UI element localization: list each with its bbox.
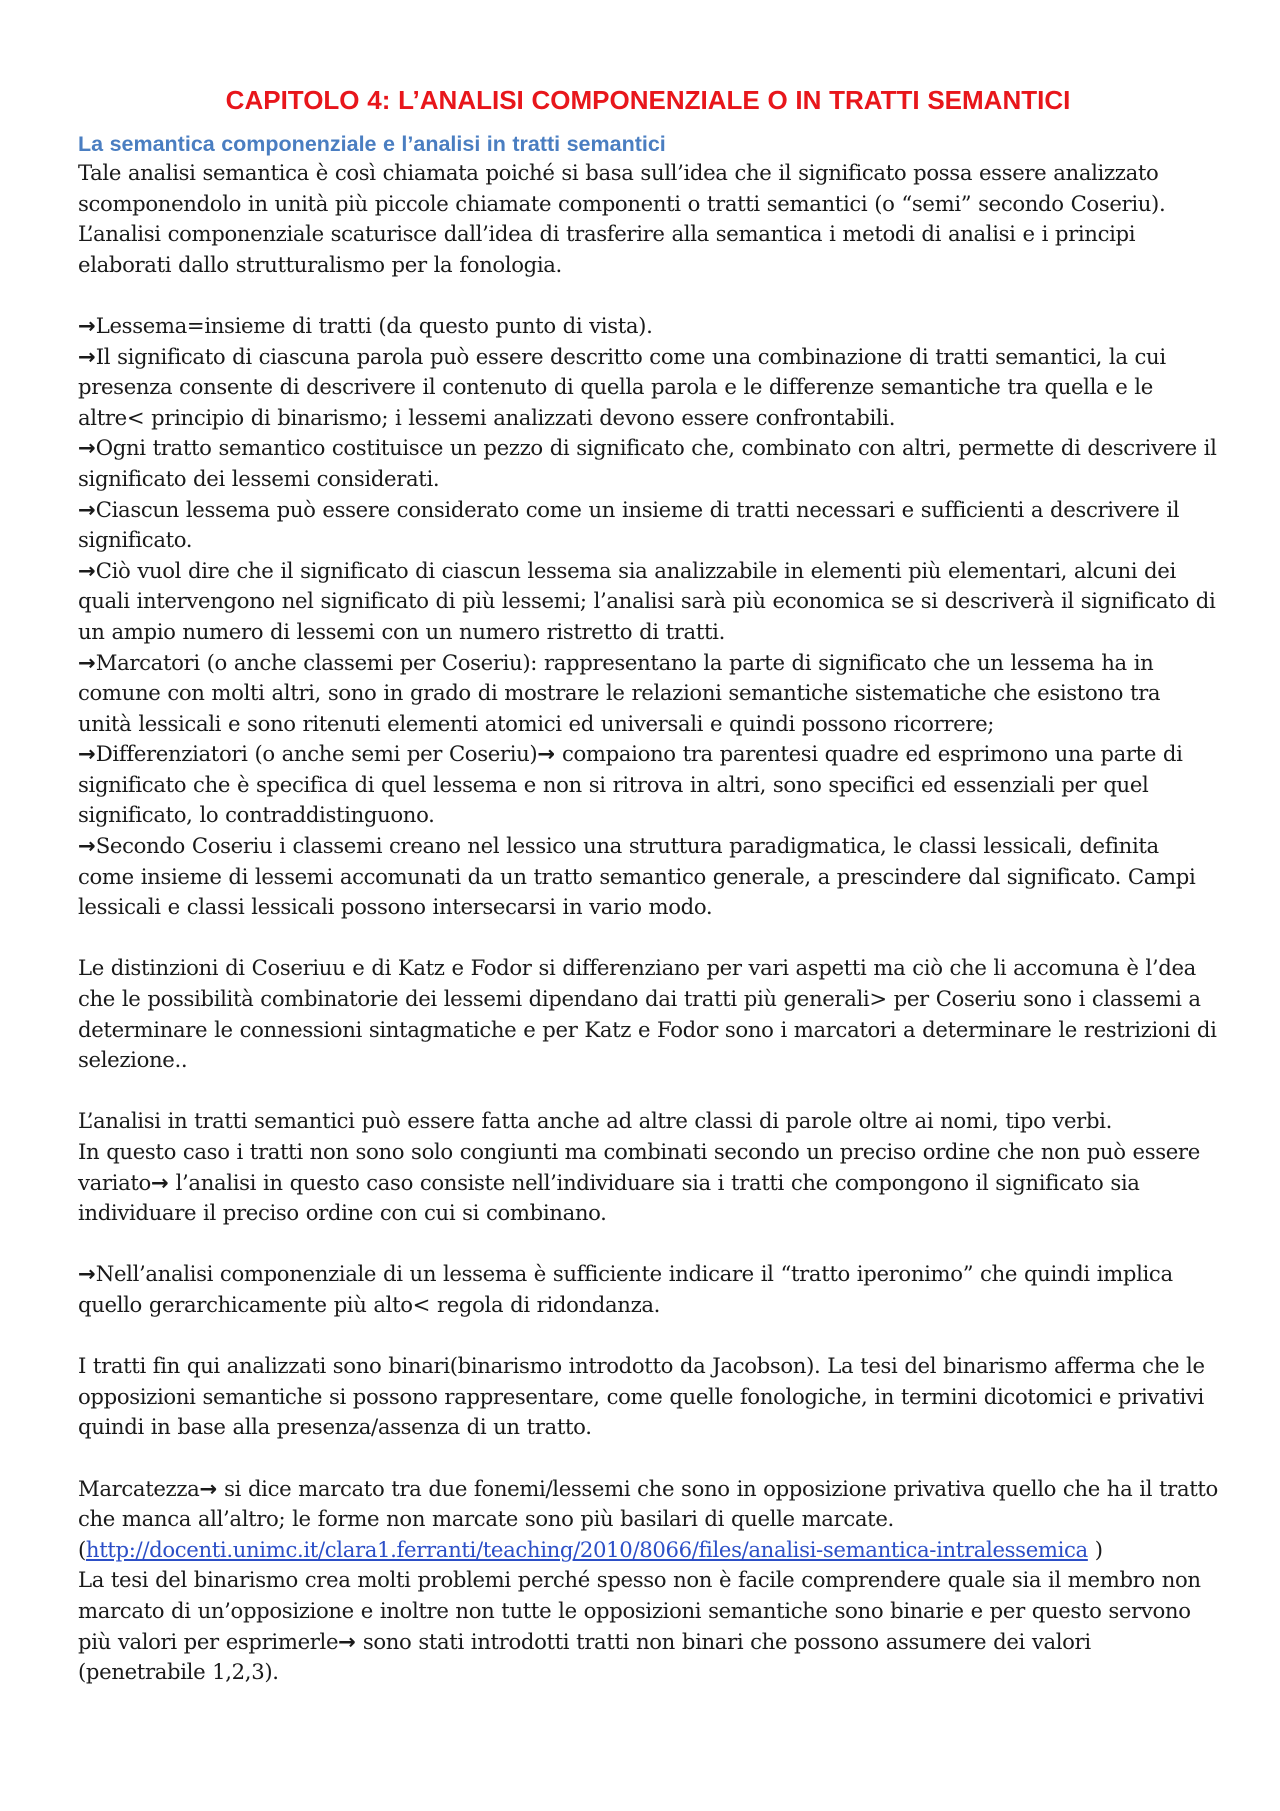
paragraph-text: In questo caso i tratti non sono solo congiunti ma combinati secondo un preciso ordine che non può essere variato: [78, 1139, 1200, 1195]
arrow-icon: →: [78, 435, 96, 461]
arrow-icon: →: [199, 1475, 218, 1501]
paragraph-text: Nell’analisi componenziale di un lessema è sufficiente indicare il “tratto iperonimo” che quindi implica quello gerarchicamente più alto< regola di ridondanza.: [78, 1261, 1173, 1317]
bullet-item: [78, 495, 1218, 556]
paragraph-text: si dice marcato tra due fonemi/lessemi che sono in opposizione privativa quello che ha il tratto che manca all’altro; le forme non marcate sono più basilari di quelle marcate. (: [78, 1475, 1218, 1562]
page-title: CAPITOLO 4: L’ANALISI COMPONENZIALE O IN TRATTI SEMANTICI: [225, 85, 1071, 115]
arrow-icon: →: [78, 1261, 96, 1287]
paragraph-verbs-body: [78, 1137, 1218, 1229]
arrow-icon: →: [78, 649, 96, 675]
document-page: [78, 84, 1218, 1688]
reference-link[interactable]: http://docenti.unimc.it/clara1.ferranti/teaching/2010/8066/files/analisi-semantica-intralessemica: [85, 1536, 1088, 1562]
arrow-icon: →: [78, 343, 96, 369]
arrow-icon: →: [78, 557, 96, 583]
paragraph-marcatezza-body: [78, 1474, 1218, 1566]
arrow-icon: →: [338, 1628, 356, 1654]
bullet-item: [78, 831, 1218, 923]
arrow-icon: →: [150, 1169, 169, 1195]
arrow-icon: →: [537, 741, 556, 767]
paragraph-text: ): [1087, 1536, 1103, 1562]
section-heading: La semantica componenziale e l’analisi in tratti semantici: [78, 132, 666, 156]
bullet-text: Ciascun lessema può essere considerato come un insieme di tratti necessari e sufficienti a descrivere il significato.: [78, 496, 1180, 553]
bullet-item: [78, 311, 1218, 342]
bullet-text: Ogni tratto semantico costituisce un pezzo di significato che, combinato con altri, permette di descrivere il significato dei lessemi considerati.: [78, 435, 1217, 491]
paragraph-binarismo: I tratti fin qui analizzati sono binari(binarismo introdotto da Jacobson). La tesi del binarismo afferma che le opposizioni semantiche si possono rappresentare, come quelle fonologiche, in termini dicotomici e privativi quindi in base alla presenza/assenza di un tratto.: [78, 1353, 1205, 1440]
paragraph-iperonimo: [78, 1259, 1218, 1320]
bullet-list: [78, 311, 1218, 923]
paragraph-marcatezza: [78, 1474, 1218, 1688]
paragraph-katz-fodor: Le distinzioni di Coseriuu e di Katz e Fodor si differenziano per vari aspetti ma ciò che li accomuna è l’dea che le possibilità combinatorie dei lessemi dipendano dai tratti più generali> per Coseriu sono i classemi a determinare le connessioni sintagmatiche e per Katz e Fodor sono i marcatori a determinare le restrizioni di selezione..: [78, 955, 1217, 1073]
paragraph-verbs: [78, 1106, 1218, 1228]
paragraph-verbs-line: L’analisi in tratti semantici può essere fatta anche ad altre classi di parole oltre ai nomi, tipo verbi.: [78, 1108, 1112, 1134]
paragraph-text: La tesi del binarismo crea molti problemi perché spesso non è facile comprendere quale sia il membro non marcato di un’opposizione e inoltre non tutte le opposizioni semantiche sono binarie e per questo servono più valori per esprimerle: [78, 1567, 1201, 1654]
arrow-icon: →: [78, 496, 96, 522]
paragraph-text: l’analisi in questo caso consiste nell’individuare sia i tratti che compongono il significato sia individuare il preciso ordine con cui si combinano.: [78, 1169, 1140, 1226]
bullet-text: Secondo Coseriu i classemi creano nel lessico una struttura paradigmatica, le classi lessicali, definita come insieme di lessemi accomunati da un tratto semantico generale, a prescindere dal significato. Campi lessicali e classi lessicali possono intersecarsi in vario modo.: [78, 833, 1196, 920]
bullet-item: [78, 556, 1218, 648]
arrow-icon: →: [78, 312, 96, 338]
arrow-icon: →: [78, 741, 96, 767]
paragraph-text: sono stati introdotti tratti non binari che possono assumere dei valori (penetrabile 1,2,3).: [78, 1628, 1091, 1685]
bullet-text: Il significato di ciascuna parola può essere descritto come una combinazione di tratti semantici, la cui presenza consente di descrivere il contenuto di quella parola e le differenze semantiche tra quella e le altre< principio di binarismo; i lessemi analizzati devono essere confrontabili.: [78, 343, 1166, 430]
bullet-item: [78, 342, 1218, 434]
bullet-text: compaiono tra parentesi quadre ed esprimono una parte di significato che è specifica di quel lessema e non si ritrova in altri, sono specifici ed essenziali per quel significato, lo contraddistinguono.: [78, 741, 1183, 828]
bullet-text: Differenziatori (o anche semi per Coseriu): [95, 741, 538, 767]
paragraph-tesi: [78, 1565, 1218, 1687]
bullet-text: Ciò vuol dire che il significato di ciascun lessema sia analizzabile in elementi più elementari, alcuni dei quali intervengono nel significato di più lessemi; l’analisi sarà più economica se si descriverà il significato di un ampio numero di lessemi con un numero ristretto di tratti.: [78, 557, 1216, 644]
bullet-item: [78, 648, 1218, 740]
bullet-text: Lessema=insieme di tratti (da questo punto di vista).: [95, 312, 653, 338]
bullet-item: [78, 739, 1218, 831]
paragraph-text: Marcatezza: [78, 1475, 200, 1501]
arrow-icon: →: [78, 833, 96, 859]
bullet-item: [78, 433, 1218, 494]
intro-paragraph-1: Tale analisi semantica è così chiamata poiché si basa sull’idea che il significato possa essere analizzato scomponendolo in unità più piccole chiamate componenti o tratti semantici (o “semi” secondo Coseriu).: [78, 160, 1166, 216]
bullet-text: Marcatori (o anche classemi per Coseriu): rappresentano la parte di significato che un lessema ha in comune con molti altri, sono in grado di mostrare le relazioni semantiche sistematiche che esistono tra unità lessicali e sono ritenuti elementi atomici ed universali e quindi possono ricorrere;: [78, 649, 1161, 736]
intro-paragraph-2: L’analisi componenziale scaturisce dall’idea di trasferire alla semantica i metodi di analisi e i principi elaborati dallo strutturalismo per la fonologia.: [78, 221, 1136, 277]
